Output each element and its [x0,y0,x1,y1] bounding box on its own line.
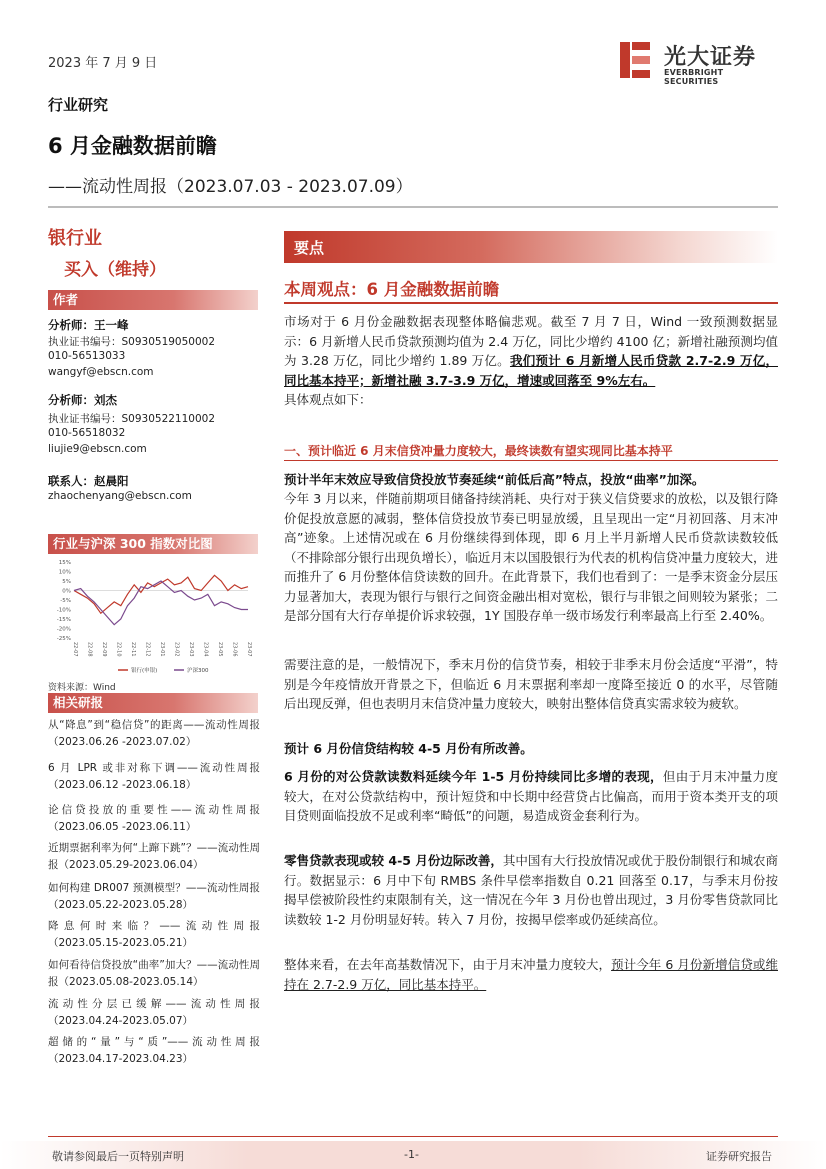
analyst2-phone: 010-56518032 [48,427,126,439]
authors-heading: 作者 [48,290,258,310]
x-tick-label: 23-07 [246,642,252,657]
related-report-0[interactable]: 从“降息”到“稳信贷”的距离——流动性周报（2023.06.26 -2023.07.02） [48,719,260,748]
key-points-heading: 要点 [294,239,325,257]
s1-paragraph1: 今年 3 月以来，伴随前期项目储备持续消耗、央行对于狭义信贷要求的放松，以及银行降价促投放意愿的减弱，整体信贷投放节奏已明显放缓，且呈现出一定“月初回落、月末冲高”迹象。上述情况或在 6 月份继续得到体现，即 6 月上半月新增人民币贷款读数较低（不排除部分银行出现负增长），临近月末以国股银行为代表的机构信贷冲量力度较大，进而推升了 6 月份整体信贷读数的回升。在此背景下，我们也看到了：一是季末资金分层压力显著加大，表现为银行与银行之间资金融出相对宽松，银行与非银之间则较为紧张；二是部分国有大行存单提价诉求较强，1Y 国股存单一级市场发行利率最高上行至 2.40%。 [284,491,778,623]
key-points-bar [284,231,778,263]
y-tick-label: -5% [60,598,71,604]
company-logo [618,40,778,86]
y-tick-label: 10% [58,569,71,576]
x-tick-label: 22-10 [115,642,122,657]
intro-paragraph [284,312,778,410]
related-report-1[interactable]: 6 月 LPR 或非对称下调——流动性周报（2023.06.12 -2023.06.18） [48,762,260,791]
section1-title: 一、预计临近 6 月末信贷冲量力度较大，最终读数有望实现同比基本持平 [284,444,673,458]
page-subtitle: ——流动性周报（2023.07.03 - 2023.07.09） [48,177,413,197]
report-type: 行业研究 [48,96,109,114]
related-heading: 相关研报 [48,693,258,713]
y-tick-label: 0% [62,588,71,595]
x-tick-label: 23-03 [188,642,194,657]
page-title: 6 月金融数据前瞻 [48,134,217,158]
chart-heading: 行业与沪深 300 指数对比图 [48,534,258,554]
title-divider [48,206,778,208]
s2-p3-forecast: 预计今年 6 月份新增信贷或维持在 2.7-2.9 万亿，同比基本持平。 [284,957,778,992]
series-line-1 [74,581,248,625]
view-title: 本周观点：6 月金融数据前瞻 [284,280,500,299]
s2-paragraph3 [284,955,778,994]
x-tick-label: 23-02 [173,642,180,657]
related-report-7[interactable]: 流动性分层已缓解——流动性周报（2023.04.24-2023.05.07） [48,998,260,1027]
industry-label: 银行业 [48,228,102,249]
logo-text-en: EVERBRIGHT SECURITIES [664,68,724,86]
y-tick-label: 5% [62,579,71,585]
intro-tail: 具体观点如下： [284,392,372,407]
related-report-8[interactable]: 超储的“量”与“质”——流动性周报（2023.04.17-2023.04.23） [48,1036,260,1065]
footer-divider [48,1136,778,1137]
footer-disclaimer[interactable]: 敬请参阅最后一页特别声明 [52,1150,184,1163]
y-tick-label: -15% [56,617,71,623]
comparison-chart [52,556,258,676]
x-tick-label: 22-12 [144,642,151,657]
s2-p2-text: 其中国有大行投放情况或优于股份制银行和城农商行。数据显示：6 月中下旬 RMBS 条件早偿率指数自 0.21 回落至 0.17，与季末月份按揭早偿被阶段性约束限制有关，这一情况在今年 3 月份也曾出现过，3 月份零售贷款同比读数较 1-2 月份明显好转。转入 7 月份，按揭早偿率或仍延续高位。 [284,853,778,927]
s2-p2-lead: 零售贷款表现或较 4-5 月份边际改善， [284,853,503,868]
x-tick-label: 22-11 [130,642,136,657]
analyst1-phone: 010-56513033 [48,350,126,362]
x-tick-label: 22-08 [86,642,93,657]
section1-divider [284,460,778,461]
analyst1-license: 执业证书编号：S0930519050002 [48,336,216,348]
contact-name: 联系人：赵晨阳 [48,474,129,488]
contact-email[interactable]: zhaochenyang@ebscn.com [48,490,192,502]
everbright-logo-icon [618,40,654,80]
analyst2-email[interactable]: liujie9@ebscn.com [48,443,147,455]
page-number: -1- [404,1148,419,1161]
related-report-2[interactable]: 论信贷投放的重要性——流动性周报（2023.06.05 -2023.06.11） [48,804,260,833]
related-report-6[interactable]: 如何看待信贷投放“曲率”加大？——流动性周报（2023.05.08-2023.05.14） [48,959,260,988]
s1-heading: 预计半年末效应导致信贷投放节奏延续“前低后高”特点，投放“曲率”加深。 [284,472,705,487]
s2-p1-text: 但由于月末冲量力度较大，在对公贷款结构中，预计短贷和中长期中经营贷占比偏高，而用于资本类开支的项目贷则面临投放不足或利率“畸低”的问题，易造成资金套利行为。 [284,769,778,823]
y-tick-label: 15% [58,560,71,566]
rating-label: 买入（维持） [64,260,166,280]
x-tick-label: 23-01 [159,642,165,657]
intro-forecast: 我们预计 6 月新增人民币贷款 2.7-2.9 万亿，同比基本持平；新增社融 3.7-3.9 万亿，增速或回落至 9%左右。 [284,353,778,388]
x-tick-label: 23-04 [202,642,209,657]
s2-p3-text: 整体来看，在去年高基数情况下，由于月末冲量力度较大， [284,957,612,972]
legend-label: 银行(申银) [131,668,158,674]
chart-source: 资料来源：Wind [48,683,116,693]
s2-p1-lead: 6 月份的对公贷款读数料延续今年 1-5 月份持续同比多增的表现， [284,769,663,784]
footer-doc-type: 证券研究报告 [706,1150,772,1163]
x-tick-label: 23-06 [231,642,238,657]
y-tick-label: -20% [56,626,71,633]
s1-paragraph2: 需要注意的是，一般情况下，季末月份的信贷节奏，相较于非季末月份会适度“平滑”，特别是今年疫情放开背景之下，但临近 6 月末票据利率却一度降至接近 0 的水平，尽管随后出现反弹，但也表明月末信贷冲量力度较大，映射出整体信贷真实需求较为疲软。 [284,657,778,711]
report-date: 2023 年 7 月 9 日 [48,56,158,71]
analyst1-name: 分析师：王一峰 [48,318,129,332]
legend-label: 沪深300 [187,668,209,674]
related-report-5[interactable]: 降息何时来临？——流动性周报（2023.05.15-2023.05.21） [48,920,260,949]
s2-paragraph1 [284,767,778,826]
x-tick-label: 22-07 [72,642,78,657]
x-tick-label: 22-09 [101,642,107,657]
analyst1-email[interactable]: wangyf@ebscn.com [48,366,154,378]
related-report-3[interactable]: 近期票据利率为何“上蹿下跳”？——流动性周报（2023.05.29-2023.06.04） [48,842,260,871]
s2-heading: 预计 6 月份信贷结构较 4-5 月份有所改善。 [284,741,533,756]
y-tick-label: -25% [56,636,71,642]
analyst2-name: 分析师：刘杰 [48,393,117,407]
s2-paragraph2 [284,851,778,929]
view-title-divider [284,302,778,304]
logo-text-cn: 光大证券 [664,45,757,70]
related-report-4[interactable]: 如何构建 DR007 预测模型？——流动性周报（2023.05.22-2023.05.28） [48,882,260,911]
x-tick-label: 23-05 [217,642,223,657]
intro-text: 市场对于 6 月份金融数据表现整体略偏悲观。截至 7 月 7 日，Wind 一致预测数据显示：6 月新增人民币贷款预测均值为 2.4 万亿，同比少增约 4100 亿；新增社融预测均值为 3.28 万亿，同比少增约 1.89 万亿。 [284,314,778,368]
analyst2-license: 执业证书编号：S0930522110002 [48,413,216,425]
y-tick-label: -10% [56,607,71,614]
